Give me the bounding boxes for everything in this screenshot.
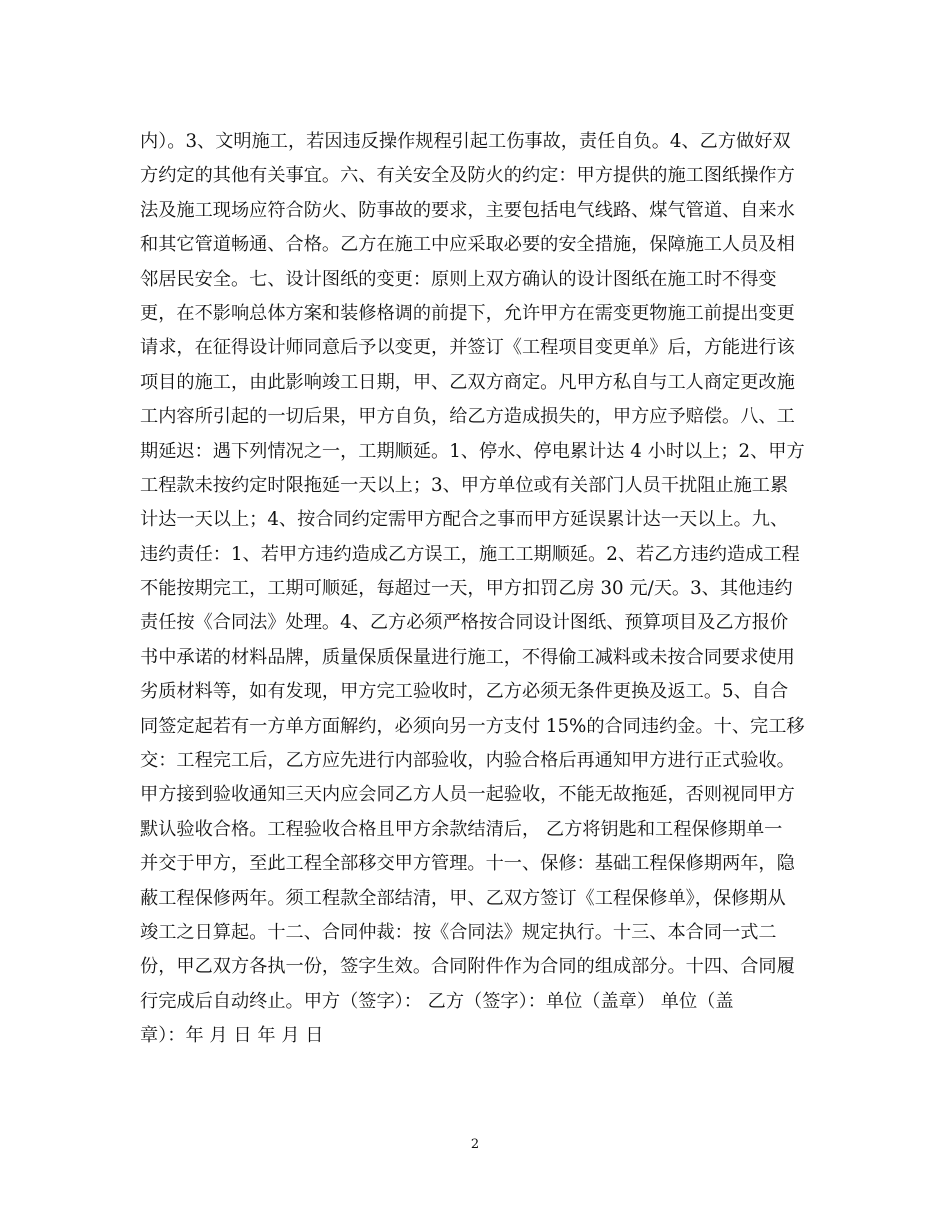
text-line: 期延迟：遇下列情况之一，工期顺延。1、停水、停电累计达 4 小时以上；2、甲方	[140, 440, 805, 462]
text-line: 内）。3、文明施工，若因违反操作规程引起工伤事故，责任自负。4、乙方做好双	[140, 131, 791, 152]
text-line: 邻居民安全。七、设计图纸的变更：原则上双方确认的设计图纸在施工时不得变	[140, 268, 777, 290]
text-line: 工程款未按约定时限拖延一天以上；3、甲方单位或有关部门人员干扰阻止施工累	[140, 474, 789, 496]
text-line: 请求，在征得设计师同意后予以变更，并签订《工程项目变更单》后，方能进行该	[140, 337, 795, 359]
text-line: 章）：年 月 日 年 月 日	[140, 1025, 324, 1047]
text-line: 并交于甲方，至此工程全部移交甲方管理。十一、保修：基础工程保修期两年，隐	[140, 853, 795, 875]
text-line: 计达一天以上；4、按合同约定需甲方配合之事而甲方延误累计达一天以上。九、	[140, 509, 789, 531]
text-line: 书中承诺的材料品牌，质量保质保量进行施工，不得偷工减料或未按合同要求使用	[140, 646, 795, 668]
contract-body-text	[140, 125, 820, 1054]
text-line: 更，在不影响总体方案和装修格调的前提下，允许甲方在需变更物施工前提出变更	[140, 302, 795, 324]
text-line: 工内容所引起的一切后果，甲方自负，给乙方造成损失的，甲方应予赔偿。八、工	[140, 406, 795, 428]
text-line: 劣质材料等，如有发现，甲方完工验收时，乙方必须无条件更换及返工。5、自合	[140, 681, 789, 703]
page-number: 2	[470, 1137, 480, 1152]
text-line: 蔽工程保修两年。须工程款全部结清，甲、乙双方签订《工程保修单》，保修期从	[140, 887, 786, 909]
text-line: 法及施工现场应符合防火、防事故的要求，主要包括电气线路、煤气管道、自来水	[140, 199, 795, 221]
text-line: 同签定起若有一方单方面解约，必须向另一方支付 15%的合同违约金。十、完工移	[140, 715, 805, 737]
text-line: 项目的施工，由此影响竣工日期，甲、乙双方商定。凡甲方私自与工人商定更改施	[140, 371, 795, 393]
text-line: 不能按期完工，工期可顺延，每超过一天，甲方扣罚乙房 30 元/天。3、其他违约	[140, 578, 793, 600]
text-line: 默认验收合格。工程验收合格且甲方余款结清后， 乙方将钥匙和工程保修期单一	[140, 818, 783, 840]
text-line: 行完成后自动终止。甲方（签字）： 乙方（签字）：单位（盖章） 单位（盖	[140, 990, 734, 1012]
text-line: 份，甲乙双方各执一份，签字生效。合同附件作为合同的组成部分。十四、合同履	[140, 956, 795, 978]
text-line: 交：工程完工后，乙方应先进行内部验收，内验合格后再通知甲方进行正式验收。	[140, 750, 795, 772]
text-line: 竣工之日算起。十二、合同仲裁：按《合同法》规定执行。十三、本合同一式二	[140, 921, 777, 943]
text-line: 违约责任：1、若甲方违约造成乙方误工，施工工期顺延。2、若乙方违约造成工程	[140, 543, 800, 565]
text-line: 和其它管道畅通、合格。乙方在施工中应采取必要的安全措施，保障施工人员及相	[140, 234, 795, 256]
text-line: 责任按《合同法》处理。4、乙方必须严格按合同设计图纸、预算项目及乙方报价	[140, 612, 789, 634]
text-line: 甲方接到验收通知三天内应会同乙方人员一起验收，不能无故拖延，否则视同甲方	[140, 784, 795, 806]
text-line: 方约定的其他有关事宜。六、有关安全及防火的约定：甲方提供的施工图纸操作方	[140, 165, 795, 187]
